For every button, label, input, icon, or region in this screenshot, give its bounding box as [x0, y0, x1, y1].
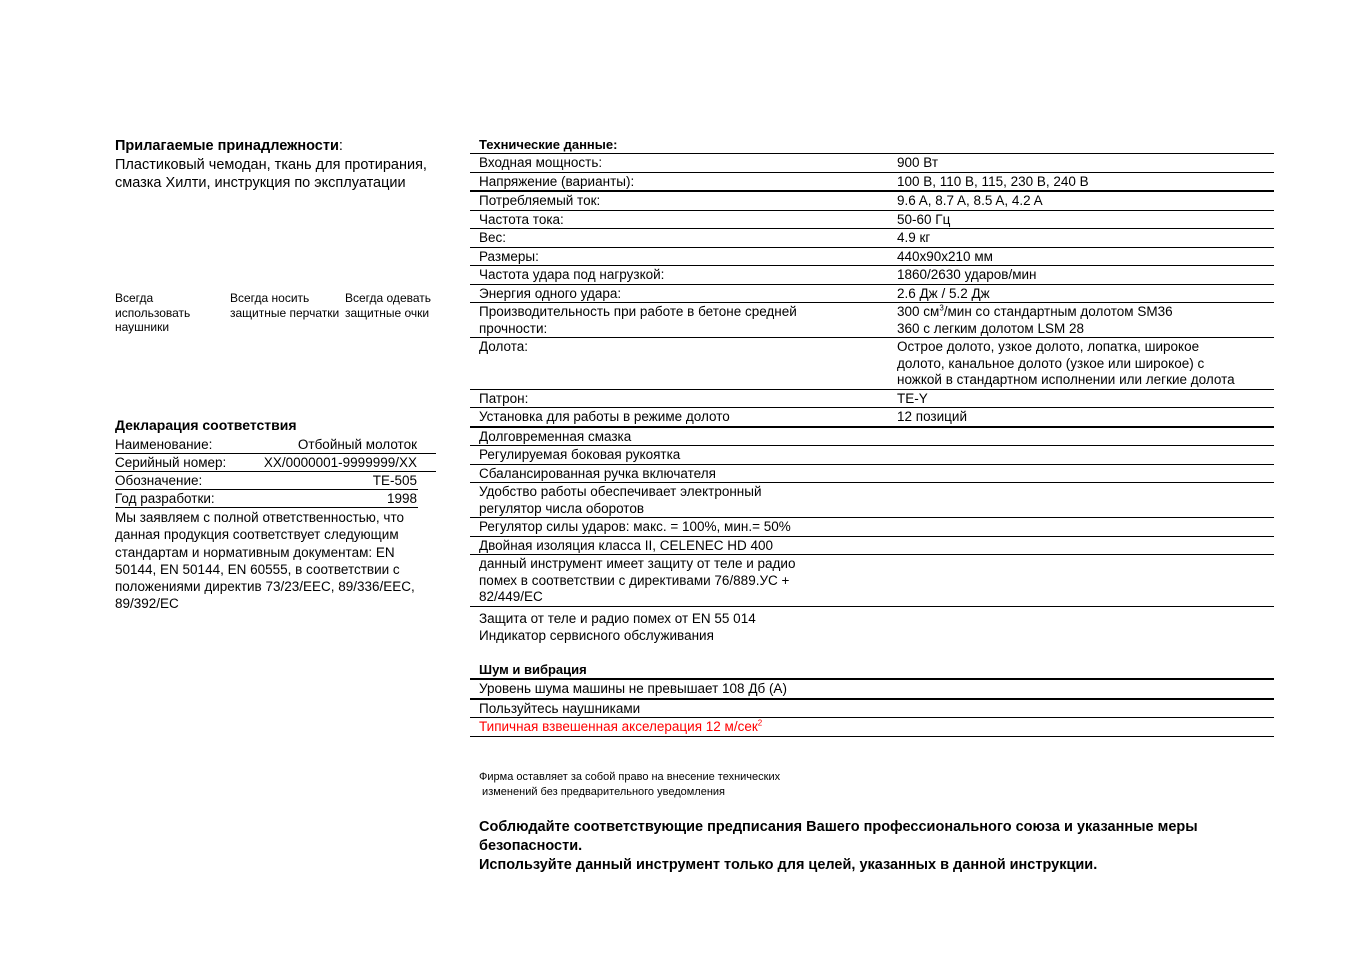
tech-label: Долота: [479, 339, 529, 354]
tech-value: TE-Y [897, 390, 928, 406]
tech-heading: Технические данные: [470, 137, 1274, 154]
tech-label: Частота тока: [479, 211, 564, 227]
tech-label: Входная мощность: [479, 155, 603, 170]
accessories-section [115, 137, 445, 193]
tech-value: Острое долото, узкое долото, лопатка, широкое долото, канальное долото (узкое или широкое) с ножкой в стандартном исполнении или легкие долота [897, 339, 1235, 387]
feature-text: Двойная изоляция класса II, CELENEC HD 400 [479, 537, 774, 553]
tech-value: 100 В, 110 В, 115, 230 В, 240 В [897, 173, 1089, 189]
perf-value-b: /мин со стандартным долотом SM36 [943, 304, 1173, 319]
safety-tips [115, 291, 460, 335]
feature-text: Сбалансированная ручка включателя [479, 465, 716, 481]
tech-value: 1860/2630 ударов/мин [897, 267, 1037, 282]
tech-row [470, 211, 1274, 230]
noise-row [470, 680, 1274, 700]
tech-row [470, 154, 1274, 173]
tech-label: Частота удара под нагрузкой: [479, 267, 665, 282]
tech-label: Патрон: [479, 390, 529, 406]
feature-text: Регулируемая боковая рукоятка [479, 447, 681, 462]
footnote [479, 770, 899, 800]
noise-row-acceleration [470, 718, 1274, 737]
declaration-label: Наименование: [115, 437, 213, 452]
perf-value-c: 360 с легким долотом LSM 28 [897, 320, 1084, 336]
accessories-heading-colon: : [338, 138, 343, 154]
declaration-value: 1998 [386, 491, 417, 506]
tech-label: Размеры: [479, 248, 539, 264]
safety-tip-gloves: Всегда носить защитные перчатки [230, 291, 340, 320]
declaration-heading: Декларация соответствия [115, 417, 297, 433]
acceleration-text [470, 719, 897, 736]
feature-row [470, 428, 1274, 447]
perf-value-sup: 3 [939, 303, 944, 313]
tech-data-table [470, 137, 1274, 607]
tech-row [470, 192, 1274, 211]
noise-text: Пользуйтесь наушниками [479, 700, 641, 716]
final-notice-line: Соблюдайте соответствующие предписания Вашего профессионального союза и указанные меры безопасности. [479, 819, 1198, 854]
declaration-row [115, 454, 436, 472]
tech-value: 9.6 A, 8.7 A, 8.5 A, 4.2 A [897, 193, 1043, 208]
tech-row [470, 229, 1274, 248]
tech-value: 440x90x210 мм [897, 248, 993, 264]
safety-tip-goggles: Всегда одевать защитные очки [345, 291, 432, 320]
feature-row [470, 446, 1274, 465]
tech-row [470, 285, 1274, 304]
declaration-row [115, 436, 436, 454]
feature-row [470, 537, 1274, 556]
feature-row [470, 555, 1274, 607]
acceleration-value: Типичная взвешенная акселерация 12 м/сек [479, 719, 758, 734]
tech-row-chisels [470, 338, 1274, 390]
declaration-value: TE-505 [372, 473, 417, 488]
feature-text: Удобство работы обеспечивает электронный регулятор числа оборотов [479, 484, 762, 516]
declaration-value: XX/0000001-9999999/XX [263, 455, 417, 470]
noise-heading: Шум и вибрация [470, 662, 1274, 680]
tech-label: Напряжение (варианты): [479, 173, 635, 189]
tech-row [470, 173, 1274, 193]
tech-row [470, 266, 1274, 285]
declaration-row [115, 472, 418, 490]
tech-row [470, 408, 1274, 428]
accessories-heading: Прилагаемые принадлежности [115, 138, 339, 154]
tech-value: 50-60 Гц [897, 211, 951, 227]
perf-value-a: 300 см [897, 304, 940, 319]
tech-value: 12 позиций [897, 409, 967, 424]
feature-text: данный инструмент имеет защиту от теле и радио помех в соответствии с директивами 76/889.УС + 82/449/ЕС [479, 556, 796, 604]
feature-row [470, 518, 1274, 537]
declaration-section [115, 417, 436, 613]
noise-vibration-section [470, 662, 1274, 737]
tech-row [470, 390, 1274, 409]
tech-row [470, 248, 1274, 267]
tech-row-performance [470, 303, 1274, 338]
declaration-value: Отбойный молоток [297, 437, 417, 452]
footnote-line: изменений без предварительного уведомления [479, 786, 726, 798]
noise-row [470, 700, 1274, 719]
feature-text: Долговременная смазка [479, 428, 632, 444]
declaration-label: Год разработки: [115, 491, 215, 506]
footnote-line: Фирма оставляет за собой право на внесение технических [479, 771, 781, 783]
declaration-text: Мы заявляем с полной ответственностью, что данная продукция соответствует следующим стандартам и нормативным документам: EN 50144, EN 50144, EN 60555, в соответствии с положениями директив 73/23/EEC, 89/336/EEC, 89/392/EC [115, 510, 415, 612]
declaration-label: Серийный номер: [115, 455, 227, 470]
tech-label: Потребляемый ток: [479, 193, 601, 208]
extra-feature-interference: Защита от теле и радио помех от EN 55 014 [479, 611, 756, 626]
extra-feature-service-indicator: Индикатор сервисного обслуживания [479, 628, 714, 643]
final-notice-line: Используйте данный инструмент только для целей, указанных в данной инструкции. [479, 857, 1098, 873]
tech-label: Вес: [479, 230, 507, 245]
feature-text: Регулятор силы ударов: макс. = 100%, мин.= 50% [479, 519, 791, 534]
declaration-label: Обозначение: [115, 473, 203, 488]
tech-label: Установка для работы в режиме долото [479, 409, 730, 424]
noise-text: Уровень шума машины не превышает 108 Дб (А) [479, 681, 787, 696]
acceleration-sup: 2 [757, 718, 763, 728]
accessories-text: Пластиковый чемодан, ткань для протирания, смазка Хилти, инструкция по эксплуатации [115, 156, 427, 191]
tech-value [897, 304, 1274, 337]
tech-value: 900 Вт [897, 155, 939, 170]
tech-label: Энергия одного удара: [479, 285, 622, 301]
feature-row [470, 483, 1274, 518]
extra-features [470, 610, 1179, 644]
tech-value: 2.6 Дж / 5.2 Дж [897, 285, 990, 301]
safety-tip-earmuffs: Всегда использовать наушники [115, 291, 191, 334]
feature-row [470, 465, 1274, 484]
tech-value: 4.9 кг [897, 230, 931, 245]
tech-label: Производительность при работе в бетоне средней прочности: [479, 304, 797, 336]
final-notice [479, 818, 1269, 875]
declaration-row [115, 490, 418, 508]
